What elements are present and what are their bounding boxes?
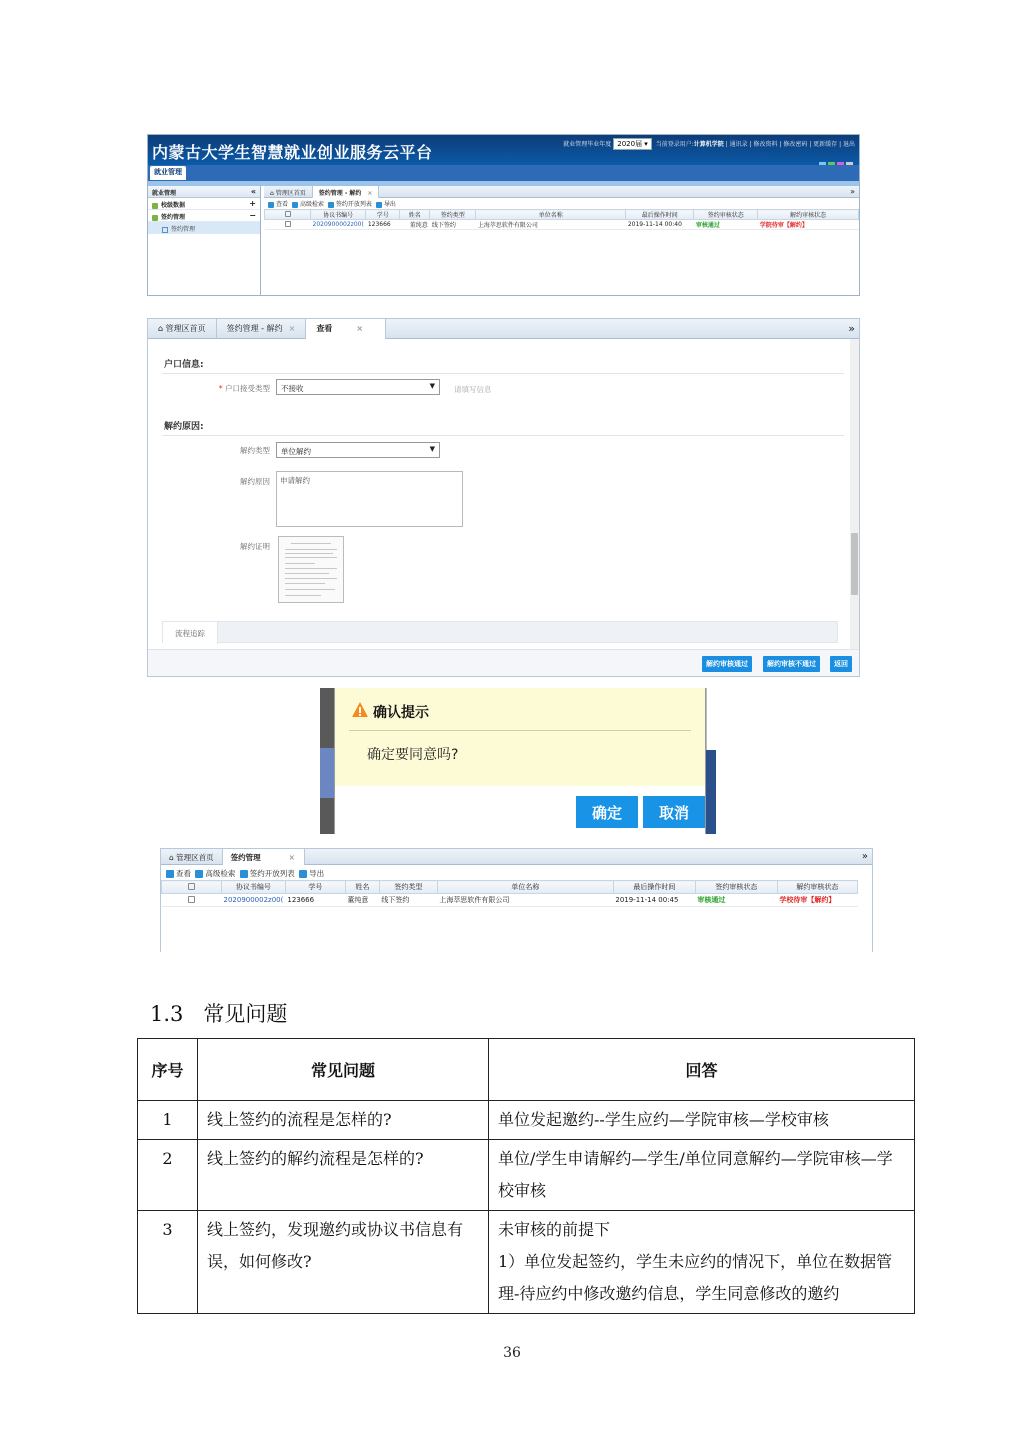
- table-row: [138, 1101, 915, 1140]
- cell-no: 1: [138, 1101, 198, 1140]
- cell-company: 上海萃思软件有限公司: [437, 894, 613, 907]
- section-heading: [150, 998, 287, 1028]
- tab-home[interactable]: ⌂ 管理区首页: [161, 849, 223, 865]
- screenshot-sign-management-list: [147, 134, 860, 296]
- advanced-search-button[interactable]: 高级检索: [193, 869, 235, 878]
- cell-no: 3: [138, 1211, 198, 1314]
- list-icon: [328, 202, 334, 208]
- toolbar: [161, 865, 872, 880]
- checkbox: [285, 211, 291, 217]
- section-hukou: 户口信息:: [164, 360, 204, 370]
- close-icon[interactable]: ×: [367, 190, 373, 197]
- folder-icon: [152, 203, 158, 209]
- top-user-bar: [563, 138, 855, 150]
- sidebar: [148, 186, 261, 296]
- col-last-op-time: 最后操作时间: [626, 210, 694, 220]
- col-sign-type: 签约类型: [379, 881, 437, 894]
- cancel-type-select[interactable]: 单位解约 ▼: [276, 442, 440, 458]
- section-number: 1.3: [150, 1002, 184, 1026]
- dialog-message: 确定要同意吗?: [367, 747, 459, 763]
- tab-sign-cancel[interactable]: 签约管理 - 解约 ×: [217, 319, 307, 339]
- answer-line: 未审核的前提下: [498, 1220, 611, 1239]
- cell-question: 线上签约的解约流程是怎样的?: [198, 1140, 489, 1211]
- cell-question: 线上签约，发现邀约或协议书信息有误，如何修改?: [198, 1211, 489, 1314]
- agreement-no-link[interactable]: 2020900002z00(: [312, 221, 364, 228]
- tab-home[interactable]: ⌂ 管理区首页: [148, 319, 217, 339]
- answer-line: 单位/学生申请解约—学生/单位同意解约—学院审核—学校审核: [498, 1149, 893, 1200]
- row-checkbox[interactable]: [162, 894, 222, 907]
- approve-cancel-button[interactable]: 解约审核通过: [702, 656, 752, 672]
- user-name: 计算机学院: [693, 141, 724, 148]
- dropdown-icon: ▼: [429, 445, 435, 453]
- main-nav: [148, 165, 859, 181]
- sign-table: [264, 209, 859, 230]
- col-agreement-no: 协议书编号: [222, 881, 286, 894]
- cell-question: 线上签约的流程是怎样的?: [198, 1101, 489, 1140]
- platform-title: 内蒙古大学生智慧就业创业服务云平台: [152, 143, 433, 162]
- reject-cancel-button[interactable]: 解约审核不通过: [763, 656, 820, 672]
- return-button[interactable]: 返回: [830, 656, 852, 672]
- col-student-id: 学号: [285, 881, 345, 894]
- col-agreement-no: 协议书编号: [311, 210, 366, 220]
- cancel-proof-image[interactable]: [278, 536, 344, 603]
- dialog-title: 确认提示: [373, 705, 429, 721]
- close-icon[interactable]: ×: [288, 853, 295, 862]
- cancel-button[interactable]: 取消: [643, 796, 705, 828]
- close-icon[interactable]: ×: [356, 324, 364, 333]
- faq-table: [137, 1038, 915, 1314]
- col-question: 常见问题: [198, 1039, 489, 1101]
- section-title: 常见问题: [203, 1002, 288, 1026]
- cancel-proof-label: 解约证明: [240, 542, 270, 551]
- divider: [349, 730, 691, 731]
- row-checkbox[interactable]: [265, 220, 311, 230]
- sidebar-header: 就业管理 «: [148, 186, 260, 198]
- select-all-header[interactable]: [265, 210, 311, 220]
- divider: [162, 373, 844, 374]
- tab-sign-management[interactable]: 签约管理 ×: [223, 849, 305, 865]
- open-list-button[interactable]: 签约开放列表: [238, 869, 295, 878]
- tab-home[interactable]: ⌂ 管理区首页: [264, 186, 313, 198]
- hukou-type-label: * 户口接受类型: [218, 384, 270, 393]
- background: [320, 748, 334, 798]
- collapse-icon[interactable]: »: [850, 187, 855, 196]
- confirm-dialog: [334, 688, 706, 834]
- cell-sign-type: 线下签约: [379, 894, 437, 907]
- scroll-thumb[interactable]: [851, 533, 858, 595]
- action-bar: [148, 649, 859, 676]
- select-all-header[interactable]: [162, 881, 222, 894]
- search-icon: [292, 202, 298, 208]
- flow-tab-bar: [162, 621, 838, 643]
- collapse-icon[interactable]: »: [861, 851, 868, 862]
- table-row[interactable]: [162, 894, 858, 907]
- year-select[interactable]: 2020届 ▾: [613, 138, 652, 150]
- sign-status-badge: 审核通过: [694, 220, 758, 230]
- table-row: [138, 1211, 915, 1314]
- tab-bar: [264, 186, 859, 198]
- tab-view[interactable]: 查看 ×: [306, 319, 386, 339]
- cancel-reason-textarea[interactable]: 申请解约: [276, 471, 463, 527]
- sign-table: [161, 880, 858, 907]
- background: [706, 688, 716, 750]
- view-icon: [166, 870, 174, 878]
- hukou-hint: 请填写信息: [454, 385, 492, 394]
- nav-tab-employment[interactable]: 就业管理: [150, 166, 186, 180]
- platform-banner: [148, 135, 859, 165]
- collapse-icon[interactable]: −: [249, 211, 256, 220]
- col-answer: 回答: [489, 1039, 915, 1101]
- collapse-icon[interactable]: »: [848, 322, 855, 335]
- user-label: 当前登录用户:: [655, 141, 694, 148]
- cell-answer: [489, 1140, 915, 1211]
- col-sign-status: 签约审核状态: [695, 881, 777, 894]
- col-last-op-time: 最后操作时间: [613, 881, 695, 894]
- tab-bar: [148, 319, 859, 339]
- tab-sign-cancel[interactable]: 签约管理 - 解约 ×: [313, 186, 380, 198]
- cell-student-id: 123666: [366, 220, 400, 230]
- col-no: 序号: [138, 1039, 198, 1101]
- col-company: 单位名称: [437, 881, 613, 894]
- cell-answer: [489, 1101, 915, 1140]
- table-header-row: [162, 881, 858, 894]
- sidebar-item-sign-management[interactable]: 签约管理 −: [148, 210, 260, 222]
- table-row: [138, 1140, 915, 1211]
- export-button[interactable]: 导出: [297, 869, 324, 878]
- toolbar: [264, 198, 859, 209]
- export-button[interactable]: 导出: [374, 201, 396, 208]
- cell-last-op-time: 2019-11-14 00:45: [613, 894, 695, 907]
- open-list-button[interactable]: 签约开放列表: [326, 201, 372, 208]
- cell-no: 2: [138, 1140, 198, 1211]
- expand-icon[interactable]: +: [249, 199, 256, 208]
- collapse-sidebar-icon[interactable]: «: [250, 187, 256, 196]
- cancel-reason-label: 解约原因: [240, 477, 270, 486]
- answer-line: 单位发起邀约--学生应约—学院审核—学校审核: [498, 1110, 829, 1129]
- table-header-row: [265, 210, 859, 220]
- faq-header-row: [138, 1039, 915, 1101]
- col-cancel-status: 解约审核状态: [777, 881, 857, 894]
- cell-sign-type: 线下签约: [430, 220, 476, 230]
- cell-name: 董纯意: [400, 220, 430, 230]
- view-icon: [268, 202, 274, 208]
- col-sign-status: 签约审核状态: [694, 210, 758, 220]
- col-name: 姓名: [345, 881, 379, 894]
- cell-answer: [489, 1211, 915, 1314]
- year-label: 就业管理毕业年度: [563, 141, 612, 148]
- page-icon: [162, 227, 168, 233]
- table-row[interactable]: [265, 220, 859, 230]
- divider: [162, 435, 844, 436]
- col-cancel-status: 解约审核状态: [758, 210, 859, 220]
- cancel-type-label: 解约类型: [240, 446, 270, 455]
- sidebar-subitem-sign-management[interactable]: 签约管理: [148, 222, 260, 234]
- col-name: 姓名: [400, 210, 430, 220]
- screenshot-confirm-dialog: [320, 688, 716, 834]
- folder-icon: [152, 215, 158, 221]
- close-icon[interactable]: ×: [288, 324, 296, 333]
- cell-name: 董纯意: [345, 894, 379, 907]
- answer-line: 1）单位发起签约，学生未应约的情况下，单位在数据管理-待应约中修改邀约信息，学生同意修改的邀约: [498, 1252, 893, 1303]
- cell-company: 上海萃思软件有限公司: [476, 220, 626, 230]
- search-icon: [195, 870, 203, 878]
- col-student-id: 学号: [366, 210, 400, 220]
- tab-bar: [161, 849, 872, 865]
- cell-last-op-time: 2019-11-14 00:40: [626, 220, 694, 230]
- advanced-search-button[interactable]: 高级检索: [290, 201, 324, 208]
- col-company: 单位名称: [476, 210, 626, 220]
- screenshot-cancel-detail: [147, 318, 860, 677]
- list-icon: [240, 870, 248, 878]
- tab-process-tracking[interactable]: 流程追踪: [163, 622, 218, 644]
- scrollbar[interactable]: [850, 339, 859, 649]
- view-button[interactable]: 查看: [266, 201, 288, 208]
- agreement-no-link[interactable]: 2020900002z00(: [222, 894, 286, 907]
- sidebar-item-school-data[interactable]: 校级数据 +: [148, 198, 260, 210]
- top-links[interactable]: | 通讯录 | 修改资料 | 修改密码 | 更新缓存 | 退出: [725, 141, 855, 148]
- cancel-status-badge: 学院待审【解约】: [758, 220, 859, 230]
- screenshot-sign-list-after: [160, 848, 873, 952]
- view-button[interactable]: 查看: [164, 869, 191, 878]
- cancel-status-badge: 学校待审【解约】: [777, 894, 857, 907]
- cell-student-id: 123666: [285, 894, 345, 907]
- section-cancel-reason: 解约原因:: [164, 422, 204, 432]
- export-icon: [376, 202, 382, 208]
- main-panel: [264, 186, 859, 296]
- hukou-type-select[interactable]: 不接收 ▼: [276, 379, 440, 395]
- confirm-button[interactable]: 确定: [576, 796, 638, 828]
- dropdown-icon: ▼: [429, 382, 435, 390]
- sign-status-badge: 审核通过: [695, 894, 777, 907]
- export-icon: [299, 870, 307, 878]
- warning-icon: [351, 701, 369, 719]
- page-number: 36: [503, 1345, 521, 1361]
- col-sign-type: 签约类型: [430, 210, 476, 220]
